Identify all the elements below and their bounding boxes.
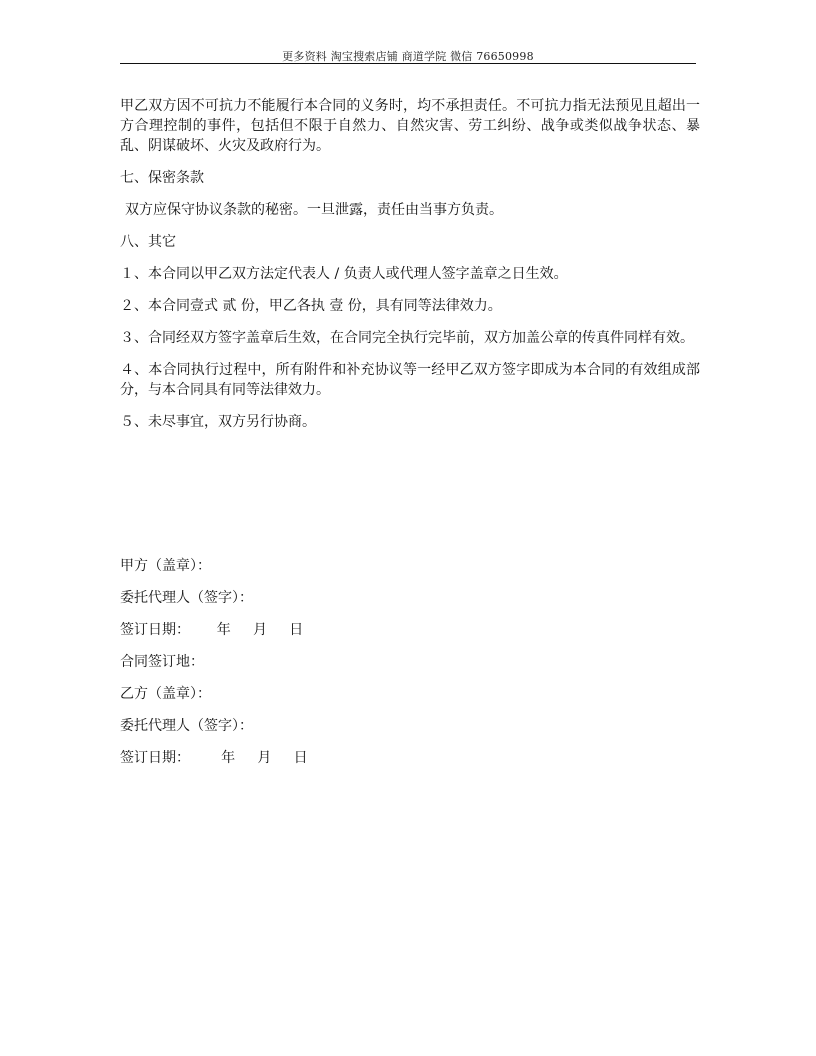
party-a-date-label: 签订日期： 年 月 日 bbox=[120, 622, 304, 638]
confidentiality-paragraph: 双方应保守协议条款的秘密。一旦泄露，责任由当事方负责。 bbox=[125, 202, 503, 218]
contract-body bbox=[120, 96, 700, 444]
clause-2: ２、本合同壹式 贰 份，甲乙各执 壹 份，具有同等法律效力。 bbox=[120, 298, 502, 314]
contract-place-label: 合同签订地： bbox=[120, 654, 204, 670]
party-a-agent-label: 委托代理人（签字）： bbox=[120, 590, 253, 606]
section-heading-confidentiality: 七、保密条款 bbox=[120, 170, 204, 186]
clause-3: ３、合同经双方签字盖章后生效，在合同完全执行完毕前，双方加盖公章的传真件同样有效。 bbox=[120, 330, 694, 346]
page-header: 更多资料 淘宝搜索店铺 商道学院 微信 76650998 bbox=[282, 50, 534, 63]
clause-4: ４、本合同执行过程中，所有附件和补充协议等一经甲乙双方签字即成为本合同的有效组成部分，与本合同具有同等法律效力。 bbox=[120, 362, 700, 398]
party-b-date-label: 签订日期： 年 月 日 bbox=[120, 750, 308, 766]
clause-5: ５、未尽事宜，双方另行协商。 bbox=[120, 414, 316, 430]
party-b-seal-label: 乙方（盖章）： bbox=[120, 686, 211, 702]
clause-1: １、本合同以甲乙双方法定代表人 / 负责人或代理人签字盖章之日生效。 bbox=[120, 266, 568, 282]
party-b-agent-label: 委托代理人（签字）： bbox=[120, 718, 253, 734]
header-divider bbox=[120, 63, 696, 64]
signature-block bbox=[120, 556, 696, 780]
section-heading-other: 八、其它 bbox=[120, 234, 176, 250]
force-majeure-paragraph: 甲乙双方因不可抗力不能履行本合同的义务时，均不承担责任。不可抗力指无法预见且超出一方合理控制的事件，包括但不限于自然力、自然灾害、劳工纠纷、战争或类似战争状态、暴乱、阴谋破坏、火灾及政府行为。 bbox=[120, 98, 700, 154]
party-a-seal-label: 甲方（盖章）： bbox=[120, 558, 211, 574]
